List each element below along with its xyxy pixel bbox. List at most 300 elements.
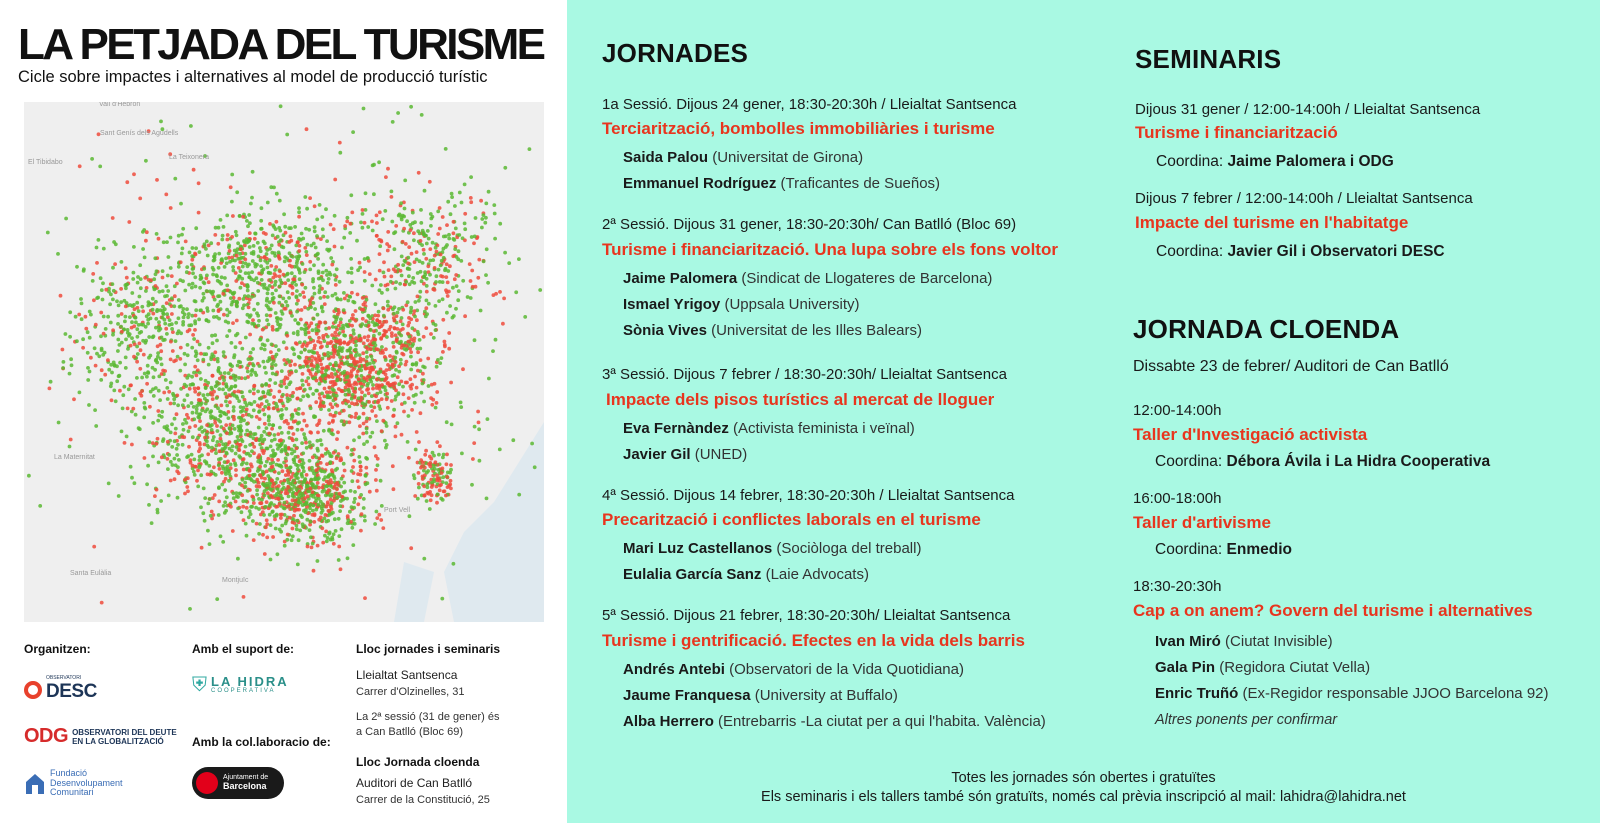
map-dot bbox=[164, 193, 168, 197]
seminar-topic: Turisme i financiarització bbox=[1135, 123, 1338, 142]
map-dot bbox=[271, 234, 275, 238]
map-dot bbox=[444, 494, 448, 498]
map-dot bbox=[470, 269, 474, 273]
map-dot bbox=[225, 495, 229, 499]
map-dot bbox=[391, 307, 395, 311]
map-dot bbox=[210, 428, 214, 432]
map-dot bbox=[356, 370, 360, 374]
map-dot bbox=[202, 352, 206, 356]
map-dot bbox=[362, 442, 366, 446]
map-dot bbox=[239, 410, 243, 414]
map-dot bbox=[267, 356, 271, 360]
map-dot bbox=[233, 353, 237, 357]
map-dot bbox=[194, 226, 198, 230]
map-dot bbox=[341, 346, 345, 350]
map-dot bbox=[392, 373, 396, 377]
map-dot bbox=[168, 323, 172, 327]
map-dot bbox=[117, 374, 121, 378]
map-dot bbox=[346, 446, 350, 450]
map-dot bbox=[384, 320, 388, 324]
map-dot bbox=[238, 341, 242, 345]
map-dot bbox=[259, 259, 263, 263]
map-dot bbox=[94, 424, 98, 428]
map-dot bbox=[423, 310, 427, 314]
map-dot bbox=[284, 519, 288, 523]
map-dot bbox=[225, 404, 229, 408]
map-dot bbox=[333, 273, 337, 277]
map-dot bbox=[386, 283, 390, 287]
map-dot bbox=[374, 468, 378, 472]
map-dot bbox=[256, 314, 260, 318]
map-dot bbox=[119, 325, 123, 329]
map-dot bbox=[84, 327, 88, 331]
map-dot bbox=[205, 240, 209, 244]
map-dot bbox=[394, 287, 398, 291]
map-dot bbox=[404, 242, 408, 246]
map-dot bbox=[375, 214, 379, 218]
map-dot bbox=[114, 242, 118, 246]
map-dot bbox=[69, 438, 73, 442]
map-dot bbox=[392, 345, 396, 349]
map-dot bbox=[245, 462, 249, 466]
jornades-title: JORNADES bbox=[602, 38, 749, 68]
map-dot bbox=[205, 289, 209, 293]
map-dot bbox=[313, 229, 317, 233]
map-dot bbox=[304, 510, 308, 514]
map-dot bbox=[403, 401, 407, 405]
map-dot bbox=[452, 237, 456, 241]
map-dot bbox=[114, 399, 118, 403]
map-dot bbox=[227, 245, 231, 249]
map-dot bbox=[111, 333, 115, 337]
map-dot bbox=[275, 477, 279, 481]
map-dot bbox=[455, 284, 459, 288]
map-dot bbox=[371, 164, 375, 168]
map-dot bbox=[413, 309, 417, 313]
map-dot bbox=[411, 211, 415, 215]
map-dot bbox=[186, 343, 190, 347]
map-dot bbox=[429, 212, 433, 216]
map-dot bbox=[232, 269, 236, 273]
map-dot bbox=[324, 513, 328, 517]
map-dot bbox=[234, 500, 238, 504]
map-dot bbox=[188, 387, 192, 391]
map-dot bbox=[361, 317, 365, 321]
map-dot bbox=[245, 422, 249, 426]
map-dot bbox=[184, 240, 188, 244]
map-dot bbox=[358, 424, 362, 428]
map-dot bbox=[295, 438, 299, 442]
map-dot bbox=[194, 285, 198, 289]
map-dot bbox=[294, 508, 298, 512]
map-dot bbox=[377, 370, 381, 374]
map-dot bbox=[145, 375, 149, 379]
map-dot bbox=[440, 597, 444, 601]
map-dot bbox=[390, 190, 394, 194]
map-dot bbox=[218, 449, 222, 453]
map-dot bbox=[418, 290, 422, 294]
map-dot bbox=[406, 300, 410, 304]
map-dot bbox=[350, 448, 354, 452]
map-dot bbox=[434, 323, 438, 327]
map-dot bbox=[245, 219, 249, 223]
map-dot bbox=[163, 322, 167, 326]
map-dot bbox=[402, 353, 406, 357]
map-dot bbox=[349, 257, 353, 261]
map-dot bbox=[312, 520, 316, 524]
map-dot bbox=[299, 366, 303, 370]
map-dot bbox=[261, 533, 265, 537]
map-dot bbox=[320, 367, 324, 371]
map-dot bbox=[269, 271, 273, 275]
map-dot bbox=[306, 545, 310, 549]
map-dot bbox=[449, 381, 453, 385]
map-dot bbox=[416, 350, 420, 354]
map-dot bbox=[237, 274, 241, 278]
map-dot bbox=[409, 338, 413, 342]
map-dot bbox=[236, 332, 240, 336]
map-dot bbox=[198, 419, 202, 423]
map-dot bbox=[493, 212, 497, 216]
map-dot bbox=[221, 442, 225, 446]
seminar-line: Dijous 31 gener / 12:00-14:00h / Lleialtat Santsenca bbox=[1135, 101, 1481, 118]
map-dot bbox=[325, 491, 329, 495]
map-dot bbox=[238, 257, 242, 261]
map-dot bbox=[310, 466, 314, 470]
map-dot bbox=[194, 314, 198, 318]
map-dot bbox=[384, 175, 388, 179]
map-dot bbox=[282, 273, 286, 277]
map-dot bbox=[241, 395, 245, 399]
map-dot bbox=[450, 192, 454, 196]
map-dot bbox=[296, 321, 300, 325]
map-dot bbox=[180, 252, 184, 256]
map-dot bbox=[195, 374, 199, 378]
map-dot bbox=[289, 465, 293, 469]
map-dot bbox=[193, 365, 197, 369]
map-dot bbox=[189, 124, 193, 128]
map-dot bbox=[272, 482, 276, 486]
speaker-name: Mari Luz Castellanos bbox=[623, 540, 773, 557]
map-dot bbox=[171, 392, 175, 396]
map-dot bbox=[165, 332, 169, 336]
map-dot bbox=[429, 332, 433, 336]
map-dot bbox=[262, 286, 266, 290]
map-dot bbox=[386, 406, 390, 410]
map-dot bbox=[345, 376, 349, 380]
map-dot bbox=[406, 262, 410, 266]
map-dot bbox=[72, 397, 76, 401]
map-dot bbox=[130, 336, 134, 340]
map-dot bbox=[292, 432, 296, 436]
map-dot bbox=[217, 486, 221, 490]
map-dot bbox=[268, 284, 272, 288]
speaker-affiliation: (Universitat de Girona) bbox=[712, 149, 864, 166]
map-dot bbox=[441, 297, 445, 301]
map-dot bbox=[262, 391, 266, 395]
map-dot bbox=[257, 426, 261, 430]
map-dot bbox=[230, 385, 234, 389]
map-dot bbox=[313, 344, 317, 348]
map-dot bbox=[211, 266, 215, 270]
map-dot bbox=[198, 371, 202, 375]
map-dot bbox=[248, 474, 252, 478]
map-dot bbox=[132, 271, 136, 275]
map-dot bbox=[251, 473, 255, 477]
map-dot bbox=[380, 429, 384, 433]
map-dot bbox=[407, 414, 411, 418]
map-dot bbox=[338, 492, 342, 496]
map-dot bbox=[443, 340, 447, 344]
map-dot bbox=[135, 376, 139, 380]
map-dot bbox=[342, 291, 346, 295]
map-dot bbox=[167, 390, 171, 394]
map-dot bbox=[374, 478, 378, 482]
map-dot bbox=[144, 239, 148, 243]
map-dot bbox=[279, 516, 283, 520]
map-dot bbox=[445, 453, 449, 457]
map-dot bbox=[304, 502, 308, 506]
map-dot bbox=[367, 400, 371, 404]
map-dot bbox=[341, 330, 345, 334]
map-dot bbox=[302, 342, 306, 346]
map-dot bbox=[236, 241, 240, 245]
map-dot bbox=[410, 252, 414, 256]
map-dot bbox=[297, 215, 301, 219]
map-dot bbox=[349, 375, 353, 379]
map-dot bbox=[169, 479, 173, 483]
map-dot bbox=[258, 465, 262, 469]
map-dot bbox=[281, 482, 285, 486]
fdc-logo-line2: Desenvolupament bbox=[50, 777, 123, 788]
map-dot bbox=[308, 444, 312, 448]
map-dot bbox=[210, 334, 214, 338]
map-dot bbox=[277, 484, 281, 488]
map-dot bbox=[286, 272, 290, 276]
map-dot bbox=[202, 292, 206, 296]
map-dot bbox=[242, 468, 246, 472]
map-dot bbox=[340, 419, 344, 423]
map-dot bbox=[335, 456, 339, 460]
map-dot bbox=[428, 507, 432, 511]
map-dot bbox=[232, 405, 236, 409]
map-dot bbox=[305, 424, 309, 428]
map-dot bbox=[260, 206, 264, 210]
map-dot bbox=[378, 252, 382, 256]
map-dot bbox=[274, 227, 278, 231]
speaker-affiliation: (Ex-Regidor responsable JJOO Barcelona 92) bbox=[1242, 685, 1549, 702]
map-dot bbox=[334, 529, 338, 533]
map-dot bbox=[161, 439, 165, 443]
map-dot bbox=[265, 297, 269, 301]
map-dot bbox=[301, 465, 305, 469]
map-dot bbox=[186, 330, 190, 334]
map-dot bbox=[332, 227, 336, 231]
map-dot bbox=[183, 363, 187, 367]
map-dot bbox=[160, 372, 164, 376]
map-dot bbox=[419, 208, 423, 212]
map-dot bbox=[291, 534, 295, 538]
map-dot bbox=[246, 489, 250, 493]
map-dot bbox=[431, 258, 435, 262]
map-dot bbox=[197, 181, 201, 185]
speaker bbox=[1155, 659, 1370, 676]
map-dot bbox=[297, 538, 301, 542]
map-dot bbox=[349, 346, 353, 350]
map-dot bbox=[363, 335, 367, 339]
map-dot bbox=[224, 382, 228, 386]
map-dot bbox=[215, 339, 219, 343]
map-dot bbox=[352, 506, 356, 510]
map-dot bbox=[271, 423, 275, 427]
map-dot bbox=[422, 248, 426, 252]
map-dot bbox=[151, 297, 155, 301]
map-dot bbox=[249, 373, 253, 377]
map-dot bbox=[162, 391, 166, 395]
map-dot bbox=[365, 355, 369, 359]
map-dot bbox=[353, 490, 357, 494]
map-dot bbox=[385, 242, 389, 246]
map-dot bbox=[479, 199, 483, 203]
map-dot bbox=[457, 233, 461, 237]
fdc-logo-line1: Fundació bbox=[50, 768, 88, 778]
map-dot bbox=[212, 435, 216, 439]
map-dot bbox=[538, 288, 542, 292]
map-dot bbox=[295, 387, 299, 391]
map-dot bbox=[112, 289, 116, 293]
map-dot bbox=[280, 408, 284, 412]
map-label: La Maternitat bbox=[54, 454, 95, 461]
map-dot bbox=[422, 484, 426, 488]
cloenda-lloc-label: Lloc Jornada cloenda bbox=[356, 755, 480, 769]
map-dot bbox=[272, 186, 276, 190]
map-dot bbox=[171, 349, 175, 353]
map-dot bbox=[312, 263, 316, 267]
map-dot bbox=[449, 468, 453, 472]
map-dot bbox=[342, 308, 346, 312]
map-dot bbox=[401, 327, 405, 331]
map-dot bbox=[265, 470, 269, 474]
map-dot bbox=[349, 489, 353, 493]
map-dot bbox=[68, 445, 72, 449]
map-dot bbox=[200, 408, 204, 412]
map-dot bbox=[241, 215, 245, 219]
map-dot bbox=[267, 432, 271, 436]
map-dot bbox=[280, 488, 284, 492]
map-dot bbox=[349, 222, 353, 226]
map-dot bbox=[429, 498, 433, 502]
map-dot bbox=[384, 377, 388, 381]
map-dot bbox=[124, 286, 128, 290]
map-dot bbox=[406, 256, 410, 260]
map-dot bbox=[170, 327, 174, 331]
map-dot bbox=[234, 468, 238, 472]
map-dot bbox=[171, 330, 175, 334]
map-label: El Tibidabo bbox=[28, 159, 63, 166]
map-dot bbox=[316, 365, 320, 369]
map-dot bbox=[466, 295, 470, 299]
map-dot bbox=[435, 401, 439, 405]
map-dot bbox=[342, 409, 346, 413]
map-dot bbox=[317, 277, 321, 281]
map-dot bbox=[144, 341, 148, 345]
map-dot bbox=[294, 341, 298, 345]
map-dot bbox=[156, 511, 160, 515]
map-dot bbox=[311, 328, 315, 332]
map-dot bbox=[301, 451, 305, 455]
map-dot bbox=[252, 392, 256, 396]
map-dot bbox=[164, 327, 168, 331]
map-dot bbox=[398, 341, 402, 345]
map-dot bbox=[237, 266, 241, 270]
map-dot bbox=[322, 374, 326, 378]
map-dot bbox=[415, 386, 419, 390]
map-dot bbox=[393, 319, 397, 323]
map-dot bbox=[186, 393, 190, 397]
map-dot bbox=[323, 290, 327, 294]
map-dot bbox=[325, 239, 329, 243]
map-dot bbox=[399, 319, 403, 323]
map-dot bbox=[351, 393, 355, 397]
map-dot bbox=[292, 352, 296, 356]
session-topic: Turisme i financiarització. Una lupa sobre els fons voltor bbox=[602, 240, 1058, 259]
map-dot bbox=[290, 475, 294, 479]
map-dot bbox=[217, 266, 221, 270]
map-dot bbox=[170, 312, 174, 316]
map-dot bbox=[457, 289, 461, 293]
map-dot bbox=[492, 203, 496, 207]
speaker bbox=[623, 446, 747, 463]
map-dot bbox=[384, 388, 388, 392]
map-dot bbox=[315, 332, 319, 336]
map-dot bbox=[263, 348, 267, 352]
map-dot bbox=[438, 227, 442, 231]
map-dot bbox=[423, 189, 427, 193]
map-dot bbox=[191, 464, 195, 468]
map-dot bbox=[220, 258, 224, 262]
map-dot bbox=[258, 438, 262, 442]
map-dot bbox=[498, 290, 502, 294]
map-dot bbox=[228, 400, 232, 404]
map-dot bbox=[146, 464, 150, 468]
map-dot bbox=[302, 295, 306, 299]
map-dot bbox=[220, 238, 224, 242]
map-dot bbox=[430, 383, 434, 387]
map-canvas bbox=[24, 102, 544, 622]
map-dot bbox=[437, 477, 441, 481]
map-dot bbox=[160, 363, 164, 367]
map-dot bbox=[142, 416, 146, 420]
map-dot bbox=[340, 477, 344, 481]
map-dot bbox=[379, 390, 383, 394]
map-dot bbox=[110, 371, 114, 375]
coord-label: Coordina: bbox=[1155, 453, 1223, 470]
map-dot bbox=[424, 449, 428, 453]
map-dot bbox=[471, 457, 475, 461]
map-dot bbox=[249, 434, 253, 438]
map-dot bbox=[276, 552, 280, 556]
map-dot bbox=[472, 241, 476, 245]
map-dot bbox=[474, 285, 478, 289]
map-dot bbox=[221, 234, 225, 238]
map-dot bbox=[193, 473, 197, 477]
map-dot bbox=[204, 410, 208, 414]
map-dot bbox=[252, 384, 256, 388]
map-dot bbox=[250, 368, 254, 372]
map-dot bbox=[432, 477, 436, 481]
map-dot bbox=[129, 344, 133, 348]
map-dot bbox=[315, 234, 319, 238]
